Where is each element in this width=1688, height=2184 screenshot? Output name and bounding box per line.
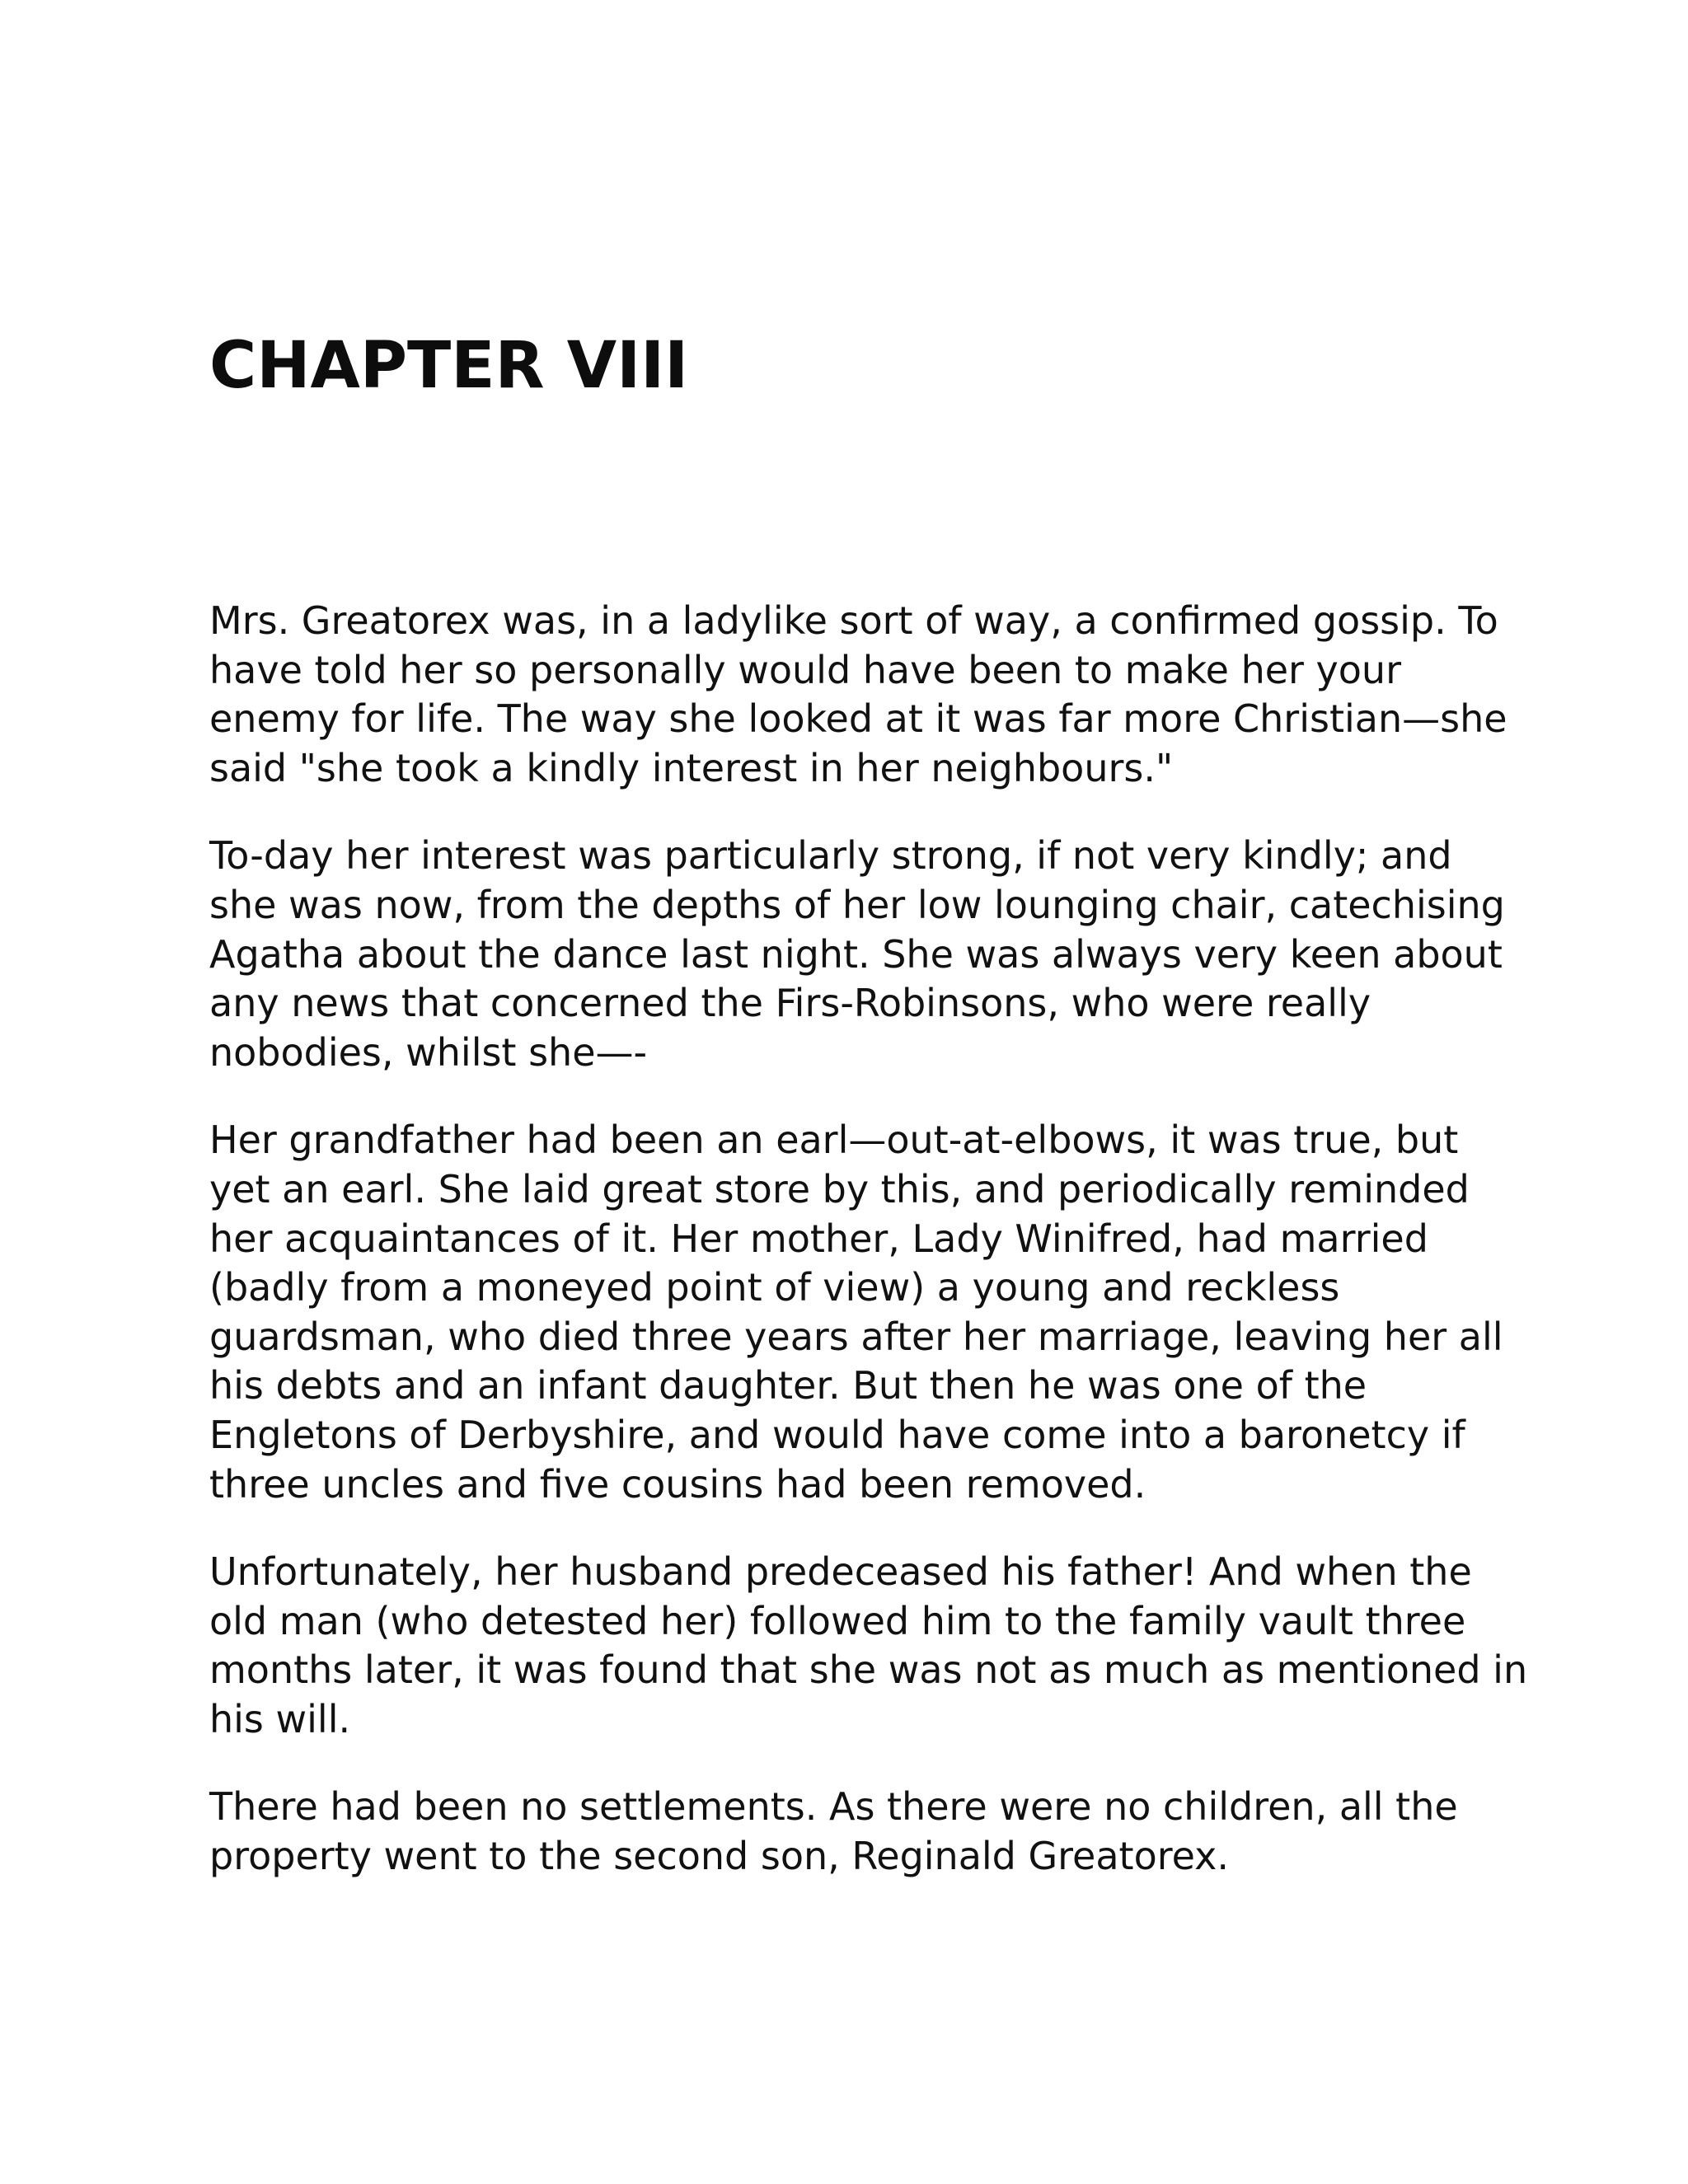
text-line: his debts and an infant daughter. But then he was one of the [209,1363,1367,1408]
text-line: enemy for life. The way she looked at it was far more Christian—she [209,696,1507,742]
text-line: said "she took a kindly interest in her neighbours." [209,745,1174,790]
text-line: old man (who detested her) followed him to the family vault three [209,1598,1466,1643]
text-line: (badly from a moneyed point of view) a young and reckless [209,1265,1340,1310]
text-line: his will. [209,1696,351,1741]
text-line: Her grandfather had been an earl—out-at-elbows, it was true, but [209,1118,1459,1163]
text-line: Unfortunately, her husband predeceased his father! And when the [209,1549,1472,1595]
paragraph-3 [209,1116,1503,1509]
chapter-title: CHAPTER VIII [209,329,689,403]
paragraph-2 [209,832,1505,1077]
text-line: any news that concerned the Firs-Robinsons, who were really [209,981,1372,1026]
text-line: To-day her interest was particularly strong, if not very kindly; and [209,833,1452,879]
text-line: she was now, from the depths of her low lounging chair, catechising [209,882,1505,927]
paragraph-1 [209,597,1507,793]
chapter-body [209,597,1528,1920]
text-line: nobodies, whilst she—- [209,1029,648,1075]
text-line: have told her so personally would have been to make her your [209,647,1401,692]
text-line: guardsman, who died three years after her marriage, leaving her all [209,1314,1503,1359]
text-line: There had been no settlements. As there were no children, all the [209,1784,1458,1830]
text-line: yet an earl. She laid great store by this, and periodically reminded [209,1166,1470,1212]
text-line: three uncles and five cousins had been removed. [209,1461,1146,1507]
text-line: property went to the second son, Reginald Greatorex. [209,1834,1229,1879]
paragraph-5 [209,1783,1495,1881]
text-line: Agatha about the dance last night. She was always very keen about [209,931,1503,977]
text-line: her acquaintances of it. Her mother, Lady Winifred, had married [209,1216,1428,1261]
text-line: months later, it was found that she was not as much as mentioned in [209,1647,1528,1693]
text-line: Engletons of Derbyshire, and would have come into a baronetcy if [209,1412,1465,1457]
text-line: Mrs. Greatorex was, in a ladylike sort of way, a confirmed gossip. To [209,598,1498,643]
paragraph-4 [209,1548,1528,1744]
